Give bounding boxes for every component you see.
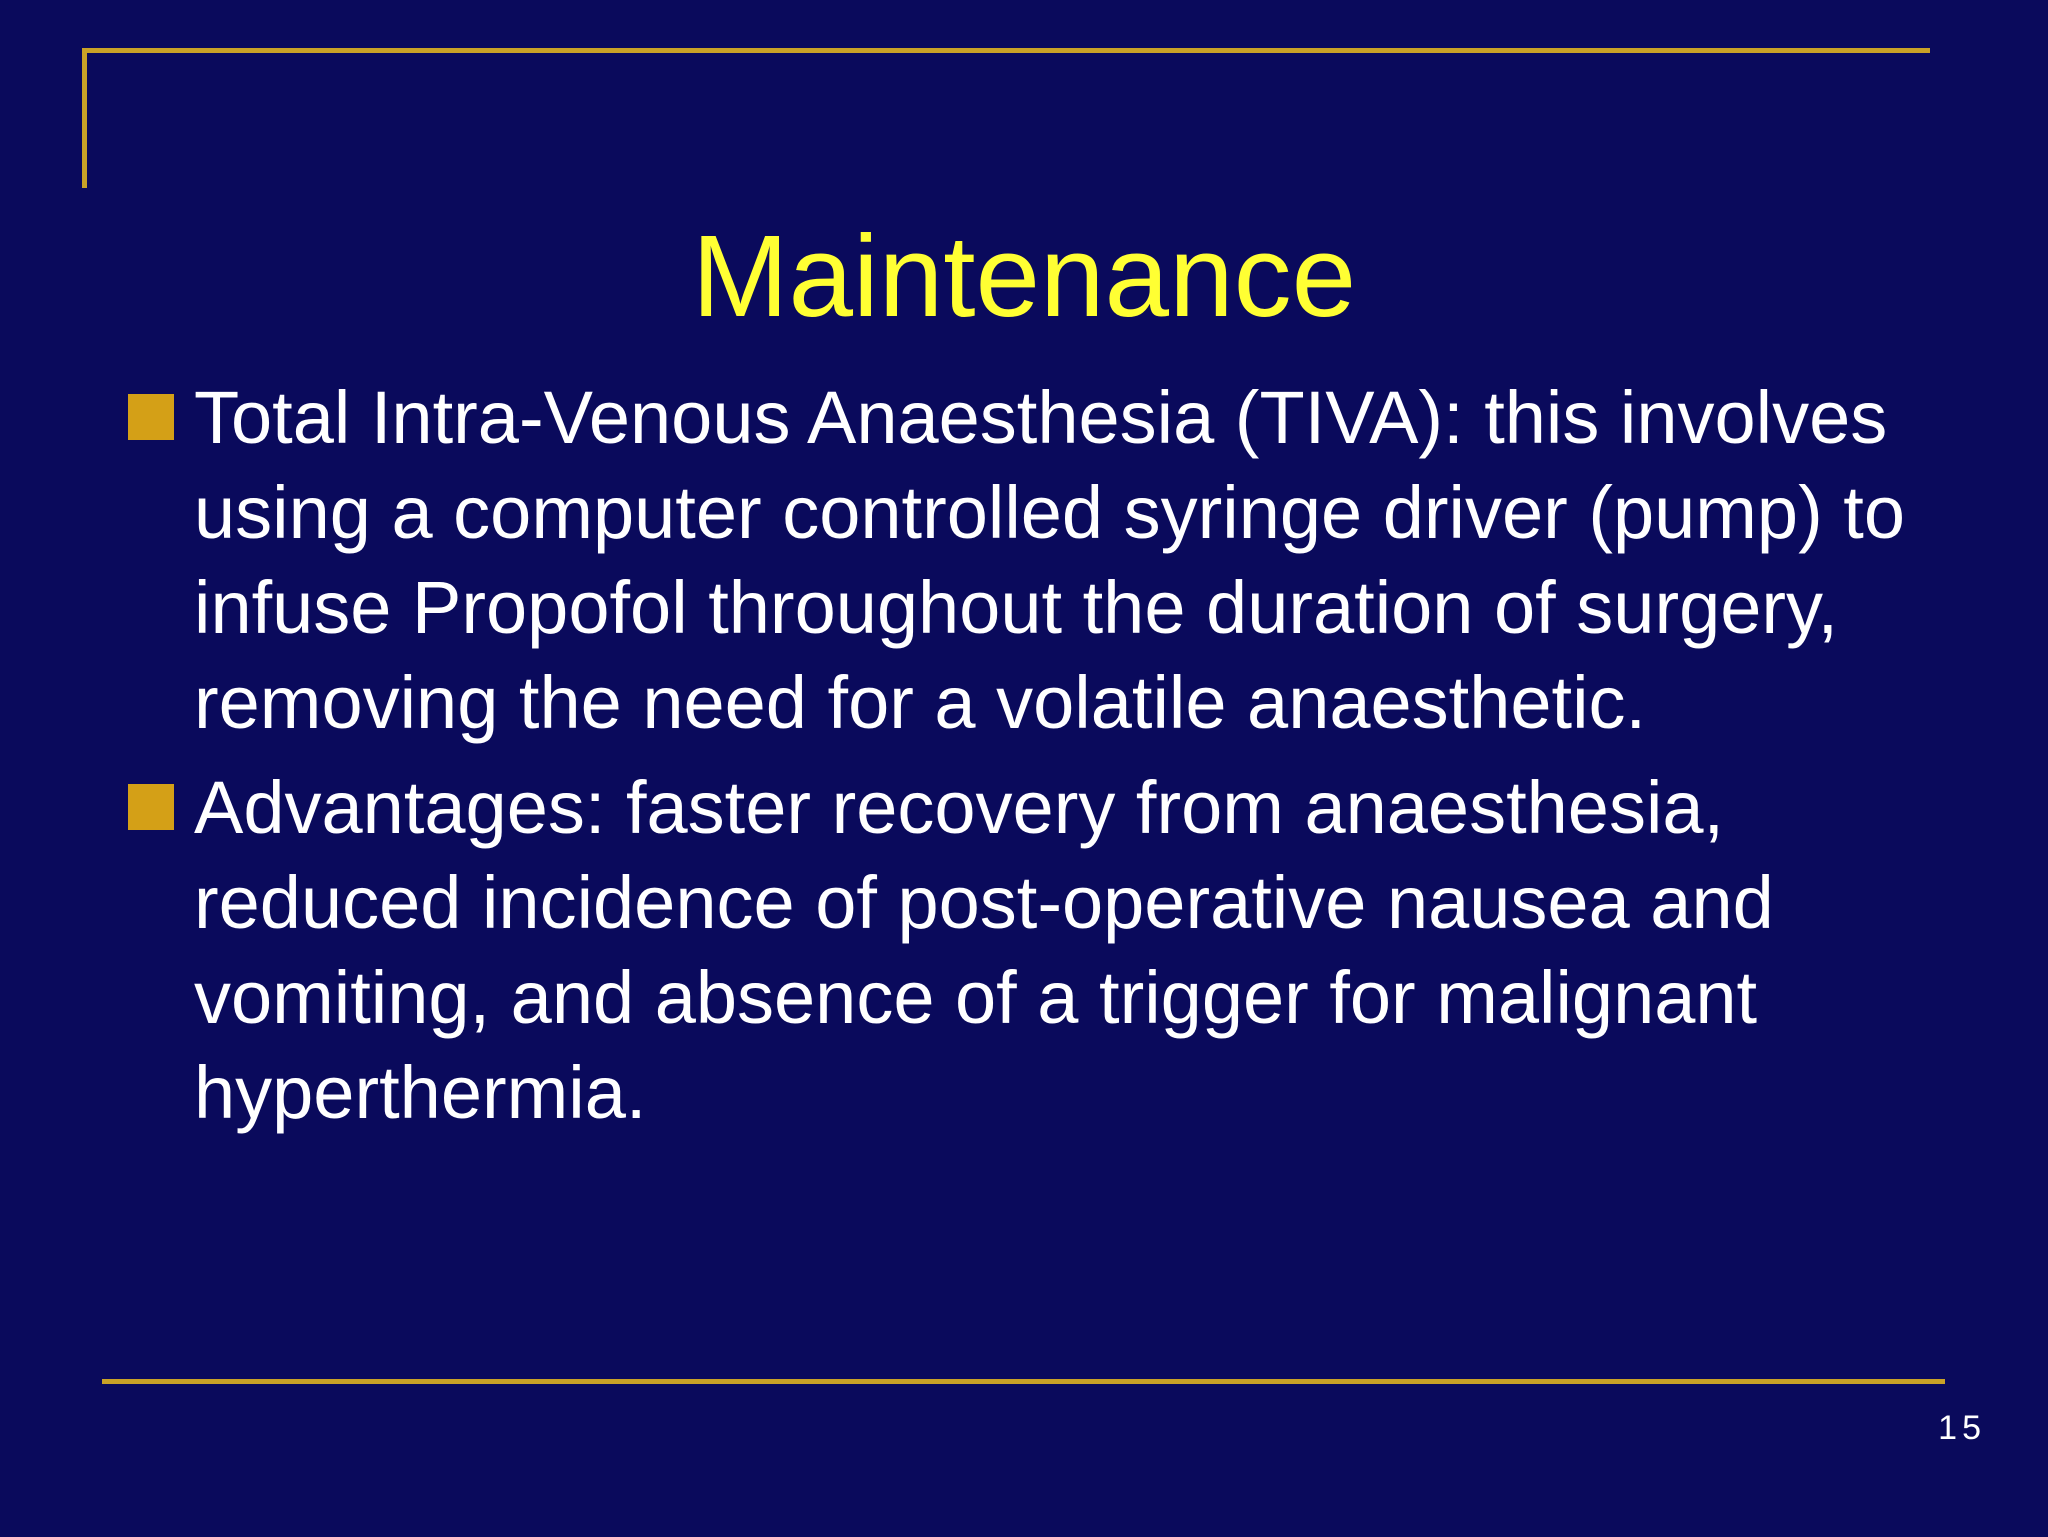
square-bullet-icon (128, 784, 174, 830)
bullet-item-tiva (128, 370, 1928, 750)
bullet-list (128, 370, 1928, 1150)
bullet-text: Advantages: faster recovery from anaesthesia, reduced incidence of post-operative nausea and vomiting, and absence of a trigger for malignant hyperthermia. (194, 766, 1774, 1134)
slide-title: Maintenance (691, 210, 1357, 341)
bottom-border-line (102, 1379, 1945, 1384)
bullet-item-advantages (128, 760, 1928, 1140)
square-bullet-icon (128, 394, 174, 440)
top-border-line (82, 48, 1930, 53)
page-number: 15 (1938, 1409, 1986, 1447)
bullet-text: Total Intra-Venous Anaesthesia (TIVA): this involves using a computer controlled syringe driver (pump) to infuse Propofol throughout the duration of surgery, removing the need for a volatile anaesthetic. (194, 376, 1905, 744)
left-border-line (82, 48, 87, 188)
